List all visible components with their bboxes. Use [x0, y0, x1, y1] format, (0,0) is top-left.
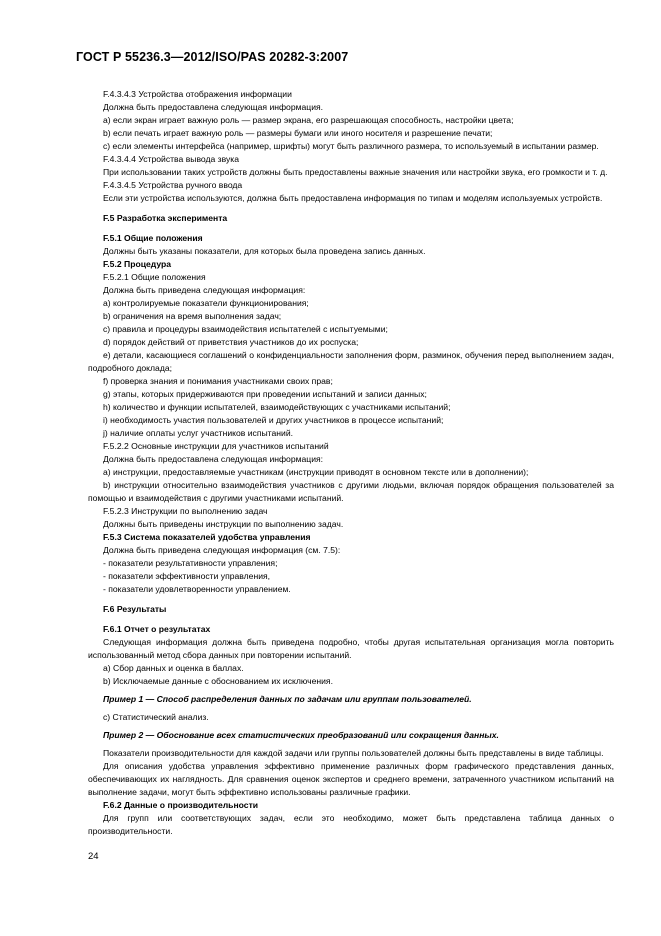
paragraph: При использовании таких устройств должны быть предоставлены важные значения или настройки звука, его громкости и т. д. [103, 167, 608, 177]
list-item: b) Исключаемые данные с обоснованием их исключения. [103, 676, 333, 686]
list-item: a) инструкции, предоставляемые участникам (инструкции приводят в основном тексте или в дополнении); [103, 467, 529, 477]
paragraph: Показатели производительности для каждой задачи или группы пользователей должны быть представлены в виде таблицы. [103, 748, 604, 758]
list-item: - показатели эффективности управления, [103, 571, 271, 581]
list-item: b) инструкции относительно взаимодействия участников с другими людьми, включая порядок обращения пользователей за помощью и взаимодействия с другими участниками испытаний. [88, 480, 614, 503]
list-item: a) если экран играет важную роль — размер экрана, его разрешающая способность, настройки цвета; [103, 115, 514, 125]
list-item: d) порядок действий от приветствия участников до их роспуска; [103, 337, 359, 347]
paragraph: Если эти устройства используются, должна быть предоставлена информация по типам и моделям используемых устройств. [103, 193, 603, 203]
list-item: a) Сбор данных и оценка в баллах. [103, 663, 244, 673]
list-item: - показатели удовлетворенности управлением. [103, 584, 291, 594]
page-number: 24 [88, 851, 99, 862]
clause-heading: F.5.2.1 Общие положения [103, 272, 206, 282]
example-note: Пример 1 — Способ распределения данных по задачам или группам пользователей. [103, 694, 472, 704]
paragraph: Должна быть приведена следующая информация: [103, 285, 306, 295]
clause-heading: F.4.3.4.3 Устройства отображения информации [103, 89, 292, 99]
clause-heading: F.5.2.3 Инструкции по выполнению задач [103, 506, 268, 516]
list-item: e) детали, касающиеся соглашений о конфиденциальности заполнения форм, разминок, обучения перед выполнением задач, подробного доклада; [88, 350, 614, 373]
list-item: g) этапы, которых придерживаются при проведении испытаний и записи данных; [103, 389, 427, 399]
clause-heading: F.4.3.4.4 Устройства вывода звука [103, 154, 240, 164]
paragraph: Должны быть указаны показатели, для которых была проведена запись данных. [103, 246, 426, 256]
subsection-heading: F.5.1 Общие положения [103, 233, 203, 243]
paragraph: Должны быть приведены инструкции по выполнению задач. [103, 519, 344, 529]
document-body [88, 88, 614, 838]
subsection-heading: F.5.2 Процедура [103, 259, 172, 269]
clause-heading: F.4.3.4.5 Устройства ручного ввода [103, 180, 243, 190]
subsection-heading: F.6.1 Отчет о результатах [103, 624, 211, 634]
paragraph: Для описания удобства управления эффективно применение различных форм графического представления данных, обеспечивающих их наглядность. Для сравнения оценок экспертов и среднего времени, затраченного участником испытаний на выполнение задачи, могут быть эффективно использованы различные графики. [88, 761, 614, 797]
section-heading: F.6 Результаты [103, 604, 167, 614]
subsection-heading: F.6.2 Данные о производительности [103, 800, 259, 810]
example-note: Пример 2 — Обоснование всех статистических преобразований или сокращения данных. [103, 730, 499, 740]
section-heading: F.5 Разработка эксперимента [103, 213, 228, 223]
list-item: b) если печать играет важную роль — размеры бумаги или иного носителя и разрешение печати; [103, 128, 493, 138]
list-item: - показатели результативности управления; [103, 558, 278, 568]
list-item: i) необходимость участия пользователей и других участников в процессе испытаний; [103, 415, 444, 425]
paragraph: Следующая информация должна быть приведена подробно, чтобы другая испытательная организация могла повторить использованный метод сбора данных при повторении испытаний. [88, 637, 614, 660]
paragraph: Должна быть предоставлена следующая информация: [103, 454, 324, 464]
paragraph: Должна быть приведена следующая информация (см. 7.5): [103, 545, 341, 555]
subsection-heading: F.5.3 Система показателей удобства управления [103, 532, 311, 542]
list-item: j) наличие оплаты услуг участников испытаний. [103, 428, 294, 438]
clause-heading: F.5.2.2 Основные инструкции для участников испытаний [103, 441, 329, 451]
list-item: c) если элементы интерфейса (например, шрифты) могут быть различного размера, то используемый в испытании размер. [103, 141, 599, 151]
list-item: c) правила и процедуры взаимодействия испытателей с испытуемыми; [103, 324, 388, 334]
list-item: c) Статистический анализ. [103, 712, 209, 722]
list-item: b) ограничения на время выполнения задач; [103, 311, 282, 321]
paragraph: Должна быть предоставлена следующая информация. [103, 102, 324, 112]
document-header: ГОСТ Р 55236.3—2012/ISO/PAS 20282-3:2007 [76, 50, 349, 64]
list-item: a) контролируемые показатели функционирования; [103, 298, 309, 308]
list-item: h) количество и функции испытателей, взаимодействующих с участниками испытаний; [103, 402, 451, 412]
paragraph: Для групп или соответствующих задач, если это необходимо, может быть представлена таблица данных о производительности. [88, 813, 614, 836]
list-item: f) проверка знания и понимания участниками своих прав; [103, 376, 333, 386]
